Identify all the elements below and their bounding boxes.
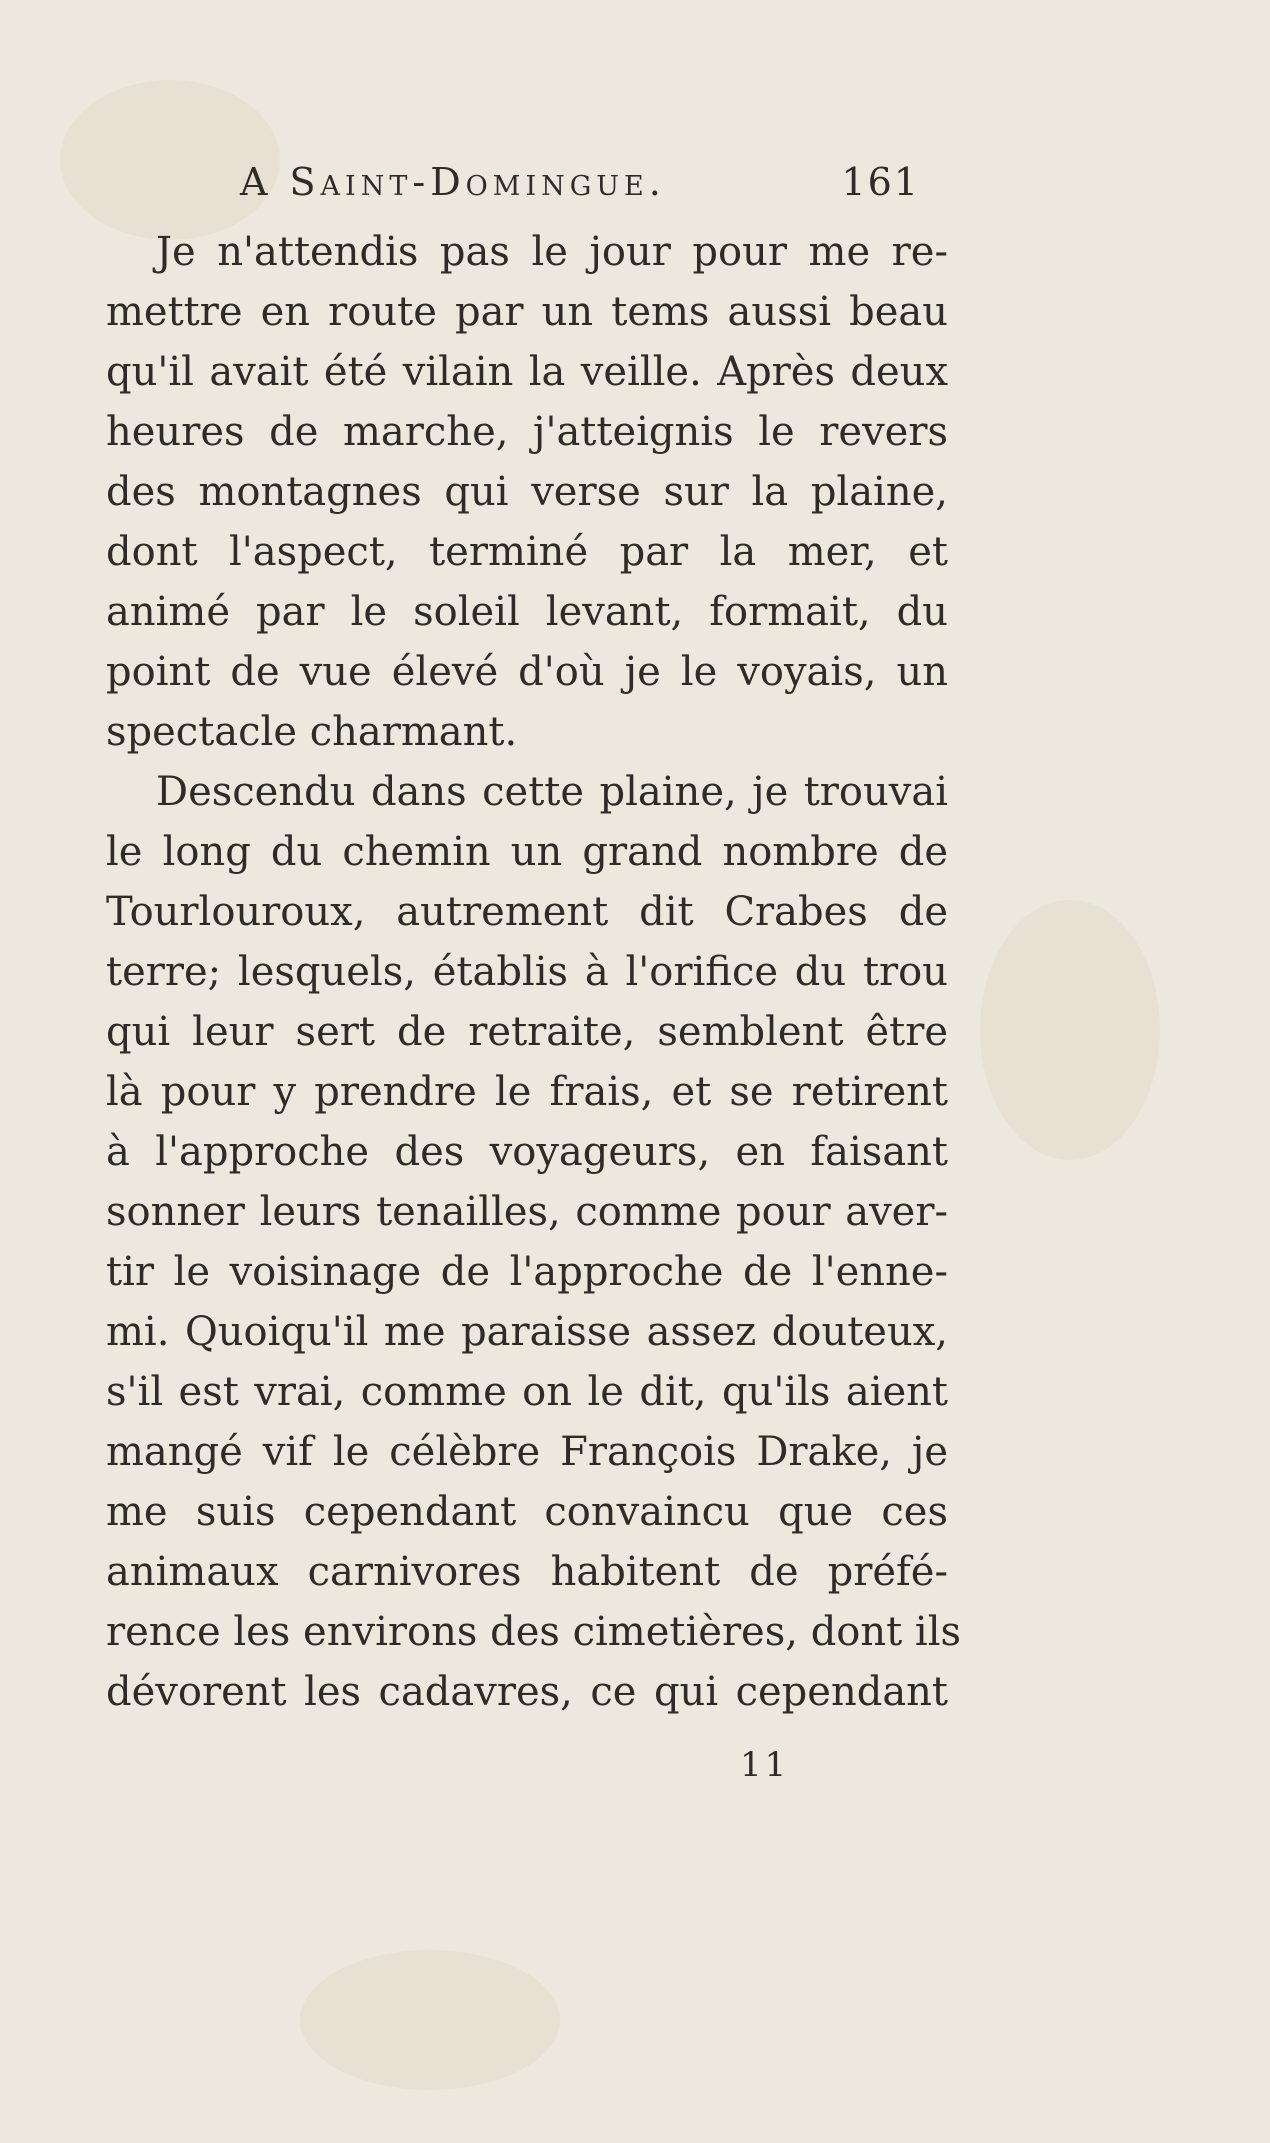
text-line: animaux carnivores habitent de préfé-	[106, 1549, 948, 1595]
paragraph	[106, 762, 962, 1722]
text-line: Tourlouroux, autrement dit Crabes de	[106, 889, 948, 935]
page-number: 161	[841, 160, 920, 204]
text-line: me suis cependant convaincu que ces	[106, 1489, 948, 1535]
text-line: tir le voisinage de l'approche de l'enne-	[106, 1249, 948, 1295]
text-line: Descendu dans cette plaine, je trouvai	[156, 769, 948, 815]
paper-stain	[980, 900, 1160, 1160]
paragraph	[106, 222, 948, 762]
paper-stain	[300, 1950, 560, 2090]
body-text	[106, 222, 962, 1722]
text-line: dont l'aspect, terminé par la mer, et	[106, 529, 948, 575]
text-line: sonner leurs tenailles, comme pour aver-	[106, 1189, 948, 1235]
text-line: là pour y prendre le frais, et se retirent	[106, 1069, 948, 1115]
text-line: s'il est vrai, comme on le dit, qu'ils aient	[106, 1369, 948, 1415]
text-line: qui leur sert de retraite, semblent être	[106, 1009, 948, 1055]
text-line: spectacle charmant.	[106, 709, 518, 755]
text-line: animé par le soleil levant, formait, du	[106, 589, 948, 635]
text-line: rence les environs des cimetières, dont ils	[106, 1609, 962, 1655]
text-line: qu'il avait été vilain la veille. Après deux	[106, 349, 948, 395]
text-line: des montagnes qui verse sur la plaine,	[106, 469, 948, 515]
text-line: terre; lesquels, établis à l'orifice du trou	[106, 949, 948, 995]
signature-mark: 11	[740, 1745, 790, 1785]
text-line: à l'approche des voyageurs, en faisant	[106, 1129, 948, 1175]
text-line: Je n'attendis pas le jour pour me re-	[156, 229, 948, 275]
text-line: point de vue élevé d'où je le voyais, un	[106, 649, 948, 695]
text-line: mettre en route par un tems aussi beau	[106, 289, 948, 335]
text-line: le long du chemin un grand nombre de	[106, 829, 948, 875]
text-line: dévorent les cadavres, ce qui cependant	[106, 1669, 948, 1715]
text-line: heures de marche, j'atteignis le revers	[106, 409, 948, 455]
running-head: A Saint-Domingue.	[240, 160, 666, 204]
text-line: mi. Quoiqu'il me paraisse assez douteux,	[106, 1309, 948, 1355]
text-line: mangé vif le célèbre François Drake, je	[106, 1429, 948, 1475]
page-header	[240, 160, 920, 210]
